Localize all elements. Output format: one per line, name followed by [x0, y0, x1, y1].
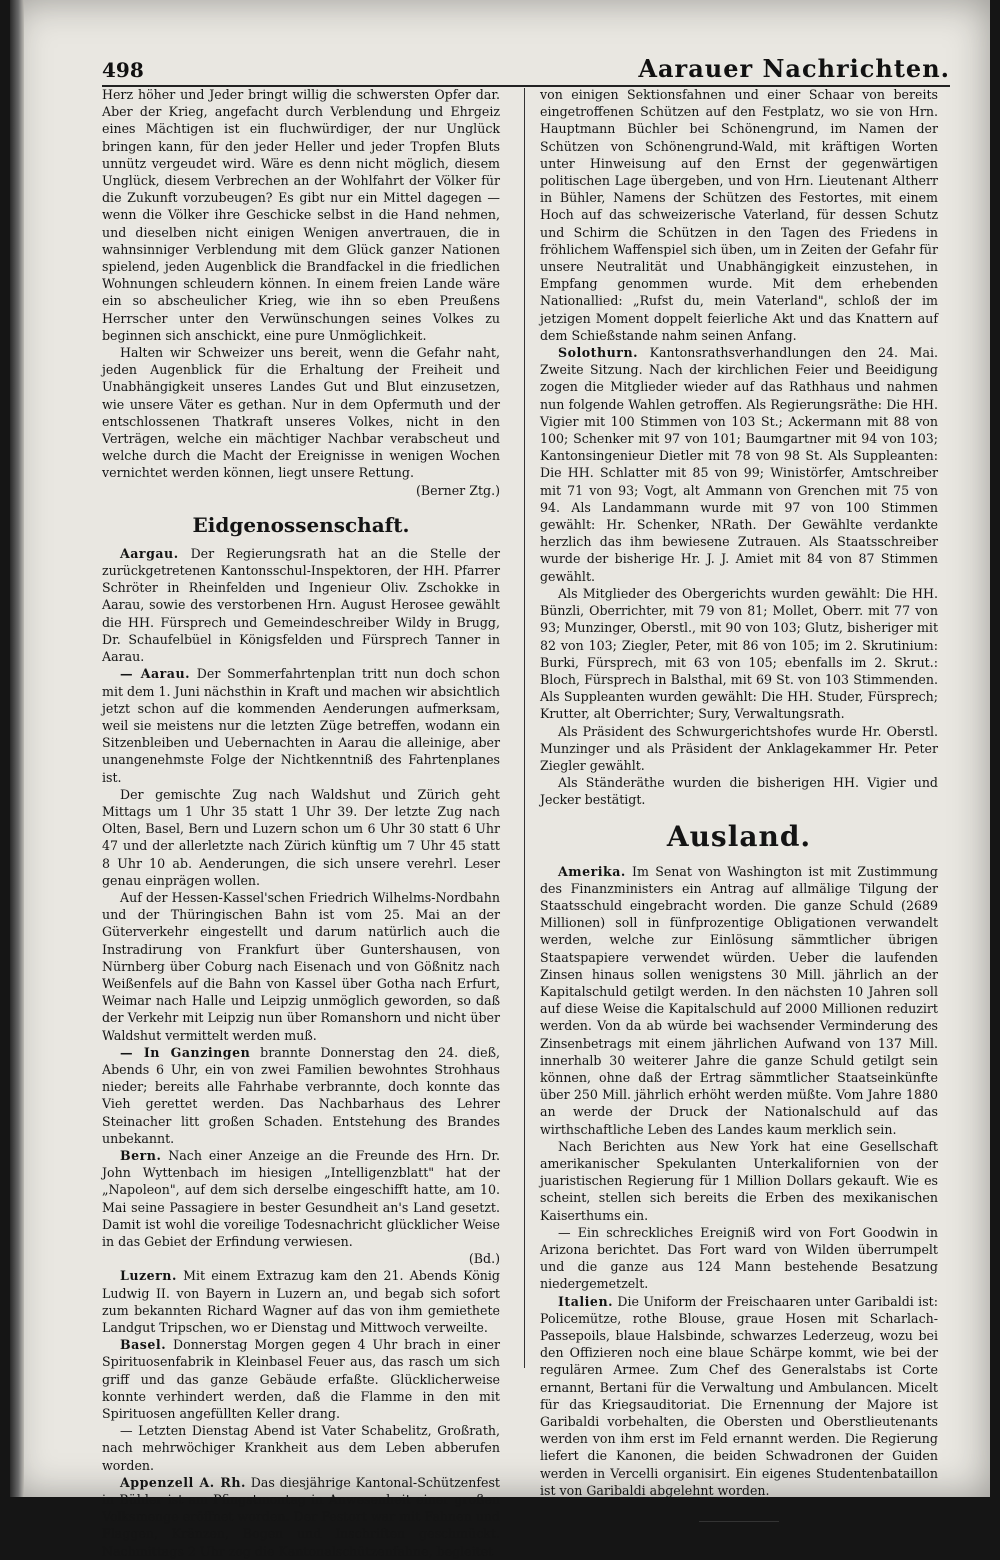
item-lead: Basel. — [120, 1337, 167, 1353]
article-continuation: von einigen Sektionsfahnen und einer Schaar von bereits eingetroffenen Schützen auf den Festplatz, wo sie von Hrn. Hauptmann Büchler bei Schönengrund, im Namen der Schützen von Schönengrund-Wald, mit kräftigen Worten unter Hinweisung auf den Ernst der gegenwärtigen politischen Lage übergeben, und von Hrn. Lieutenant Altherr in Bühler, Namens der Schützen des Festortes, mit einem Hoch auf das schweizerische Vaterland, für dessen Schutz und Schirm die Schützen in den Tagen des Friedens in fröhlichem Waffenspiel sich üben, um in Zeiten der Gefahr für unsere Neutralität und Unabhängigkeit einzustehen, in Empfang genommen wurde. Mit dem erhebenden Nationallied: „Rufst du, mein Vaterland", schloß der im jetzigen Moment doppelt feierliche Akt und das Knattern auf dem Schießstande nahm seinen Anfang. — [540, 87, 938, 343]
news-item-hessen: Auf der Hessen-Kassel'schen Friedrich Wilhelms-Nordbahn und der Thüringischen Bahn ist vom 25. Mai an der Güterverkehr eingestellt und darum natürlich auch die Instradirung von Frankfurt über Guntershausen, von Nürnberg über Coburg nach Eisenach und von Gößnitz nach Weißenfels auf die Bahn von Kassel über Gotha nach Erfurt, Weimar nach Halle und Leipzig unmöglich geworden, so daß der Verkehr mit Leipzig nun über Romanshorn und nicht über Waldshut vermittelt werden muß. — [102, 889, 500, 1043]
page-header — [102, 52, 950, 88]
page-binding — [10, 0, 24, 1497]
news-item-luzern — [102, 1267, 500, 1336]
item-text: Der Regierungsrath hat an die Stelle der zurückgetretenen Kantonsschul-Inspektoren, der HH. Pfarrer Schröter in Rheinfelden und Ingenieur Oliv. Zschokke in Aarau, sowie des verstorbenen Hrn. August Herosee gewählt die HH. Fürsprech und Gemeindeschreiber Wildy in Brugg, Dr. Schaufelbüel in Königsfelden und Fürsprech Tanner in Aarau. — [102, 545, 500, 665]
item-lead: — Aarau. — [120, 666, 190, 682]
news-item-schwurgericht: Als Präsident des Schwurgerichtshofes wurde Hr. Oberstl. Munzinger und als Präsident der Anklagekammer Hr. Peter Ziegler gewählt. — [540, 723, 938, 773]
item-text: Nach einer Anzeige an die Freunde des Hrn. Dr. John Wyttenbach im hiesigen „Intelligenzblatt" hat der „Napoleon", auf dem sich derselbe eingeschifft hatte, am 10. Mai seine Passagiere in bester Gesundheit an's Land gesetzt. Damit ist wohl die voreilige Todesnachricht glücklicher Weise in das Gebiet der Erfindung verwiesen. — [102, 1147, 500, 1249]
news-item-aarau — [102, 665, 500, 785]
item-lead: Amerika. — [558, 863, 626, 879]
news-item-amerika — [540, 863, 938, 1138]
news-item-obergericht: Als Mitglieder des Obergerichts wurden gewählt: Die HH. Bünzli, Oberrichter, mit 79 von 81; Mollet, Oberr. mit 77 von 93; Munzinger, Oberstl., mit 90 von 103; Glutz, bisheriger mit 82 von 103; Ziegler, Peter, mit 86 von 105; im 2. Skrutinium: Burki, Fürsprech, mit 63 von 105; ebenfalls im 2. Skrut.: Bloch, Fürsprech in Balsthal, mit 69 St. von 103 Stimmenden. Als Suppleanten wurden gewählt: Die HH. Studer, Fürsprech; Krutter, alt Oberrichter; Sury, Verwaltungsrath. — [540, 585, 938, 722]
paragraph-text: Halten wir Schweizer uns bereit, wenn die Gefahr naht, jeden Augenblick für die Erhaltung der Freiheit und Unabhängigkeit unseres Landes Gut und Blut einzusetzen, wie unsere Väter es gethan. Nur in dem Opfermuth und der entschlossenen Thatkraft unseres Volkes, nicht in den Verträgen, welche ein mächtiger Nachbar verabscheut und welche durch die Macht der Ereignisse in wenigen Wochen vernichtet werden können, liegt unsere Rettung. — [102, 345, 500, 481]
article-paragraph — [102, 344, 500, 499]
column-divider — [524, 88, 525, 1368]
news-item-goodwin: — Ein schreckliches Ereigniß wird von Fort Goodwin in Arizona berichtet. Das Fort ward von Wilden überrumpelt und die ganze aus 124 Mann bestehende Besatzung niedergemetzelt. — [540, 1224, 938, 1292]
right-column — [540, 86, 938, 1522]
news-item-bern — [102, 1147, 500, 1267]
item-lead: Appenzell A. Rh. — [120, 1474, 246, 1490]
section-heading: Eidgenossenschaft. — [192, 512, 410, 537]
news-item-appenzell — [102, 1474, 500, 1560]
news-item-aargau — [102, 545, 500, 665]
item-text: Das diesjährige Kantonal-Schützenfest in Bühler ist am Pfingstmontag in Anwesenheit einer großen Volksmenge eröffnet worden. Der Festort war mit Fahnen und Flaggen, Kränzen, Bogen und Inschriften geschmückt. Nachmittags 2 Uhr zog die Kantonalschützenfahne, begleitet — [102, 1474, 500, 1559]
item-lead: Italien. — [558, 1293, 613, 1309]
item-lead: Solothurn. — [558, 345, 638, 361]
item-lead: Luzern. — [120, 1268, 177, 1284]
item-lead: Bern. — [120, 1147, 162, 1163]
item-text: Kantonsrathsverhandlungen den 24. Mai. Zweite Sitzung. Nach der kirchlichen Feier und Beeidigung zogen die Mitglieder wieder auf das Rathhaus und nahmen nun folgende Wahlen getroffen. Als Regierungsräthe: Die HH. Vigier mit 100 Stimmen von 103 St.; Ackermann mit 88 von 100; Schenker mit 97 von 101; Baumgartner mit 94 von 103; Kantonsingenieur Dietler mit 78 von 98 St. Als Suppleanten: Die HH. Schlatter mit 85 von 99; Winistörfer, Amtschreiber mit 71 von 93; Vogt, alt Ammann von Grenchen mit 75 von 94. Als Landammann wurde mit 97 von 100 Stimmen gewählt: Hr. Schenker, NRath. Der Gewählte verdankte herzlich das ihm bewiesene Zutrauen. Als Staatsschreiber wurde der bisherige Hr. J. J. Amiet mit 84 von 87 Stimmen gewählt. — [540, 345, 938, 584]
newspaper-page — [10, 0, 990, 1559]
page-number: 498 — [102, 58, 144, 82]
news-item-newyork: Nach Berichten aus New York hat eine Gesellschaft amerikanischer Spekulanten Unterkalifornien von der juaristischen Regierung für 1 Million Dollars gekauft. Wie es scheint, stellen sich bereits die Erben des mexikanischen Kaiserthums ein. — [540, 1138, 938, 1223]
source-attribution: (Bd.) — [468, 1251, 500, 1267]
news-item-staenderaethe: Als Ständeräthe wurden die bisherigen HH. Vigier und Jecker bestätigt. — [540, 775, 938, 808]
item-text: Der Sommerfahrtenplan tritt nun doch schon mit dem 1. Juni nächsthin in Kraft und machen wir absichtlich jetzt schon auf die kommenden Aenderungen aufmerksam, weil sie meistens nur die letzten Züge betreffen, wodann ein Sitzenbleiben und Uebernachten in Aarau die alleinige, aber unangenehmste Folge der Nichtkenntniß des Fahrtenplanes ist. — [102, 666, 500, 785]
news-item-schabelitz: — Letzten Dienstag Abend ist Vater Schabelitz, Großrath, nach mehrwöchiger Krankheit aus dem Leben abberufen worden. — [102, 1423, 500, 1473]
news-item-italien — [540, 1293, 938, 1499]
news-item-ganzingen — [102, 1044, 500, 1147]
source-attribution: (Berner Ztg.) — [415, 482, 500, 498]
left-column — [102, 86, 500, 1560]
article-paragraph: Herz höher und Jeder bringt willig die schwersten Opfer dar. Aber der Krieg, angefacht durch Verblendung und Ehrgeiz eines Mächtigen ist ein fluchwürdiger, der nur Unglück bringen kann, für den jeder Heller und jeder Tropfen Bluts unnütz vergeudet wird. Wäre es denn nicht möglich, diesem Unglück, diesem Verbrechen an der Wohlfahrt der Völker für die Zukunft vorzubeugen? Es gibt nur ein Mittel dagegen — wenn die Völker ihre Geschicke selbst in die Hand nehmen, und dieselben nicht einigen Wenigen anvertrauen, die in wahnsinniger Verblendung mit dem Glück ganzer Nationen spielend, jeden Augenblick die Brandfackel in die friedlichen Wohnungen schleudern können. In einem freien Lande wäre ein so abscheulicher Krieg, wie ihn so eben Preußens Herrscher unter den Verwünschungen seines Volkes zu beginnen sich anschickt, eine pure Unmöglichkeit. — [102, 87, 500, 343]
item-text: brannte Donnerstag den 24. dieß, Abends 6 Uhr, ein von zwei Familien bewohntes Strohhaus nieder; bereits alle Fahrhabe verbrannte, doch konnte das Vieh gerettet werden. Das Nachbarhaus des Lehrer Steinacher litt großen Schaden. Entstehung des Brandes unbekannt. — [102, 1044, 500, 1146]
news-item-zug: Der gemischte Zug nach Waldshut und Zürich geht Mittags um 1 Uhr 35 statt 1 Uhr 39. Der letzte Zug nach Olten, Basel, Bern und Luzern schon um 6 Uhr 30 statt 6 Uhr 47 und der allerletzte nach Zürich künftig um 7 Uhr 45 statt 8 Uhr 10 ab. Aenderungen, die sich unsere verehrl. Leser genau einprägen wollen. — [102, 786, 500, 888]
item-lead: — In Ganzingen — [120, 1044, 251, 1060]
item-text: Donnerstag Morgen gegen 4 Uhr brach in einer Spirituosenfabrik in Kleinbasel Feuer aus, das rasch um sich griff und das ganze Gebäude erfaßte. Glücklicherweise konnte verhindert werden, daß die Flamme in den mit Spirituosen angefüllten Keller drang. — [102, 1337, 500, 1422]
news-item-basel — [102, 1336, 500, 1422]
item-text: Im Senat von Washington ist mit Zustimmung des Finanzministers ein Antrag auf allmälige Tilgung der Staatsschuld eingebracht worden. Die ganze Schuld (2689 Millionen) soll in fünfprozentige Obligationen verwandelt werden, welche zur Einlösung sämmtlicher übrigen Staatspapiere verwendet würden. Ueber die laufenden Zinsen hinaus sollen wenigstens 30 Mill. jährlich an der Kapitalschuld getilgt werden. In den nächsten 10 Jahren soll auf diese Weise die Kapitalschuld auf 2000 Millionen reduzirt werden. Von da ab würde bei wachsender Verminderung des Zinsenbetrags mit einem jährlichen Aufwand von 137 Mill. innerhalb 30 weiterer Jahre die ganze Schuld getilgt sein können, ohne daß der Ertrag sämmtlicher Staatseinkünfte über 250 Mill. jährlich erhöht werden müßte. Vom Jahre 1880 an werde der Druck der Nationalschuld auf das wirthschaftliche Leben des Landes kaum merklich sein. — [540, 863, 938, 1137]
end-rule — [699, 1521, 779, 1522]
section-heading: Ausland. — [666, 819, 812, 853]
item-text: Mit einem Extrazug kam den 21. Abends König Ludwig II. von Bayern in Luzern an, und begab sich sofort zum bekannten Richard Wagner auf das von ihm gemiethete Landgut Tripschen, wo er Dienstag und Mittwoch verweilte. — [102, 1268, 500, 1336]
newspaper-title: Aarauer Nachrichten. — [638, 54, 950, 83]
news-item-solothurn — [540, 344, 938, 585]
item-lead: Aargau. — [120, 545, 179, 561]
item-text: Die Uniform der Freischaaren unter Garibaldi ist: Policemütze, rothe Blouse, graue Hosen mit Scharlach-Passepoils, blaue Halsbinde, schwarzes Lederzeug, wozu bei den Offizieren noch eine blaue Schärpe kommt, wie bei der regulären Armee. Zum Chef des Generalstabs ist Corte ernannt, Bertani für die Verwaltung und Ambulancen. Micelt für das Kriegsauditoriat. Die Ernennung der Majore ist Garibaldi vorbehalten, die Obersten und Oberstlieutenants werden von ihm erst im Feld ernannt werden. Die Regierung liefert die Kanonen, die beiden Schwadronen der Guiden werden in Vercelli organisirt. Ein eigenes Studentenbataillon ist von Garibaldi abgelehnt worden. — [540, 1293, 938, 1498]
